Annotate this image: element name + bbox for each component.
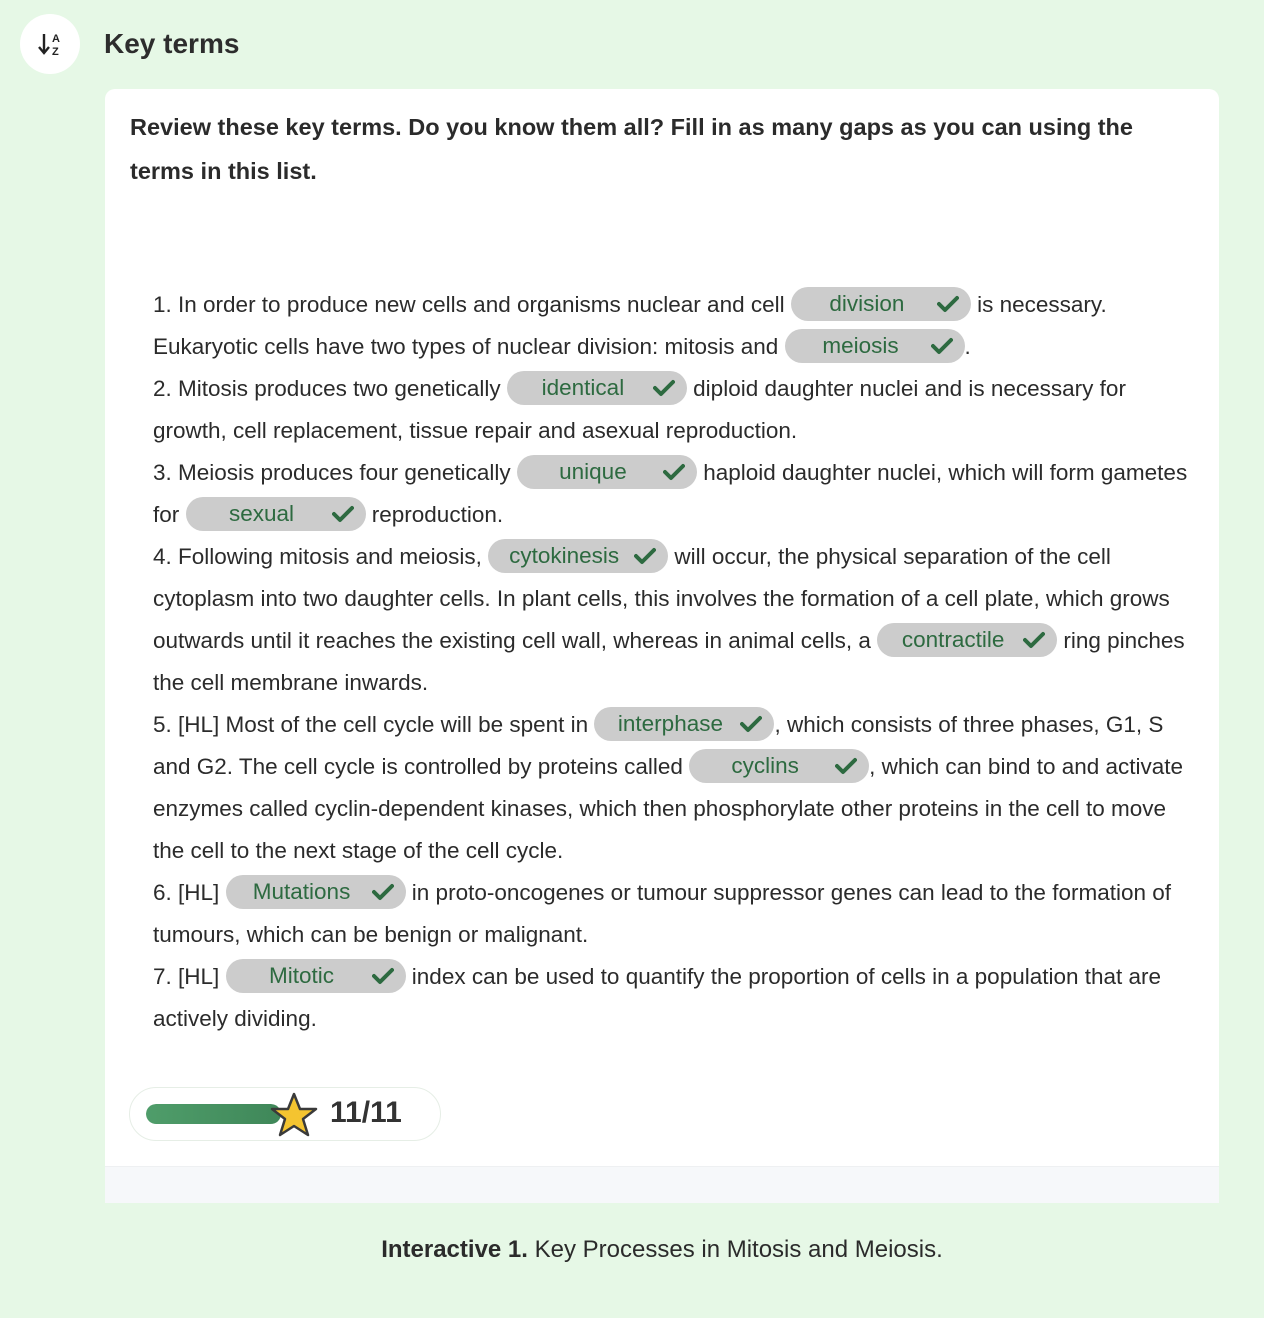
question-list (153, 284, 1193, 1040)
star-icon (269, 1091, 319, 1139)
check-icon (931, 337, 953, 355)
question-text: haploid daughter nuclei, which will form gametes for (153, 460, 1188, 527)
card-footer (105, 1166, 1219, 1203)
progress-bar-track (146, 1104, 281, 1124)
answer-word: interphase (617, 711, 723, 737)
question-text: , which consists of three phases, G1, S and G2. The cell cycle is controlled by proteins called (153, 712, 1164, 779)
check-icon (634, 547, 656, 565)
question-6 (153, 872, 1193, 956)
answer-gap-unique[interactable] (517, 455, 697, 489)
question-5 (153, 704, 1193, 872)
answer-gap-cyclins[interactable] (689, 749, 869, 783)
question-text: in proto-oncogenes or tumour suppressor genes can lead to the formation of tumours, which can be benign or malignant. (153, 880, 1171, 947)
check-icon (835, 757, 857, 775)
answer-word: meiosis (822, 333, 899, 359)
caption-text: Key Processes in Mitosis and Meiosis. (527, 1236, 943, 1263)
question-text: 5. [HL] Most of the cell cycle will be spent in (153, 712, 595, 737)
answer-gap-division[interactable] (791, 287, 971, 321)
answer-gap-interphase[interactable] (594, 707, 774, 741)
answer-gap-mutations[interactable] (226, 875, 406, 909)
answer-word: unique (559, 459, 627, 485)
check-icon (332, 505, 354, 523)
question-text: . (964, 334, 971, 359)
exercise-card (105, 89, 1219, 1203)
check-icon (372, 967, 394, 985)
check-icon (653, 379, 675, 397)
answer-word: sexual (228, 501, 295, 527)
answer-word: Mutations (252, 879, 351, 905)
check-icon (1023, 631, 1045, 649)
question-text: 7. [HL] (153, 964, 226, 989)
sort-button[interactable] (20, 14, 80, 74)
answer-word: division (829, 291, 905, 317)
question-text: 1. In order to produce new cells and organisms nuclear and cell (153, 292, 791, 317)
sort-az-icon (35, 29, 65, 59)
question-text: 4. Following mitosis and meiosis, (153, 544, 489, 569)
answer-word: cytokinesis (509, 543, 620, 569)
question-text: reproduction. (365, 502, 504, 527)
check-icon (372, 883, 394, 901)
question-2 (153, 368, 1193, 452)
progress-indicator (129, 1087, 441, 1141)
question-3 (153, 452, 1193, 536)
question-text: index can be used to quantify the proportion of cells in a population that are actively dividing. (153, 964, 1162, 1031)
check-icon (937, 295, 959, 313)
question-text: is necessary. Eukaryotic cells have two types of nuclear division: mitosis and (153, 292, 1107, 359)
svg-text:A: A (52, 33, 60, 45)
question-text: ring pinches the cell membrane inwards. (153, 628, 1185, 695)
answer-word: cyclins (731, 753, 799, 779)
answer-gap-mitotic[interactable] (226, 959, 406, 993)
check-icon (740, 715, 762, 733)
answer-word: contractile (901, 627, 1005, 653)
instructions-text: Review these key terms. Do you know them all? Fill in as many gaps as you can using the terms in this list. (130, 114, 1133, 184)
answer-gap-cytokinesis[interactable] (488, 539, 668, 573)
question-4 (153, 536, 1193, 704)
question-7 (153, 956, 1193, 1040)
score-text: 11/11 (330, 1096, 402, 1129)
question-text: 3. Meiosis produces four genetically (153, 460, 517, 485)
answer-gap-identical[interactable] (507, 371, 687, 405)
section-header (20, 14, 239, 74)
question-text: 6. [HL] (153, 880, 226, 905)
check-icon (663, 463, 685, 481)
caption-label: Interactive 1. (381, 1236, 528, 1263)
progress-bar-fill (146, 1104, 281, 1124)
question-text: diploid daughter nuclei and is necessary for growth, cell replacement, tissue repair and asexual reproduction. (153, 376, 1126, 443)
answer-gap-meiosis[interactable] (785, 329, 965, 363)
question-text: will occur, the physical separation of the cell cytoplasm into two daughter cells. In plant cells, this involves the formation of a cell plate, which grows outwards until it reaches the existing cell wall, whereas in animal cells, a (153, 544, 1170, 653)
answer-word: Mitotic (269, 963, 335, 989)
answer-word: identical (541, 375, 625, 401)
figure-caption (0, 1236, 1264, 1264)
question-text: 2. Mitosis produces two genetically (153, 376, 507, 401)
section-title: Key terms (104, 28, 240, 59)
question-text: , which can bind to and activate enzymes called cyclin-dependent kinases, which then phosphorylate other proteins in the cell to move the cell to the next stage of the cell cycle. (153, 754, 1184, 863)
svg-text:Z: Z (52, 46, 59, 58)
answer-gap-sexual[interactable] (186, 497, 366, 531)
question-1 (153, 284, 1193, 368)
answer-gap-contractile[interactable] (877, 623, 1057, 657)
